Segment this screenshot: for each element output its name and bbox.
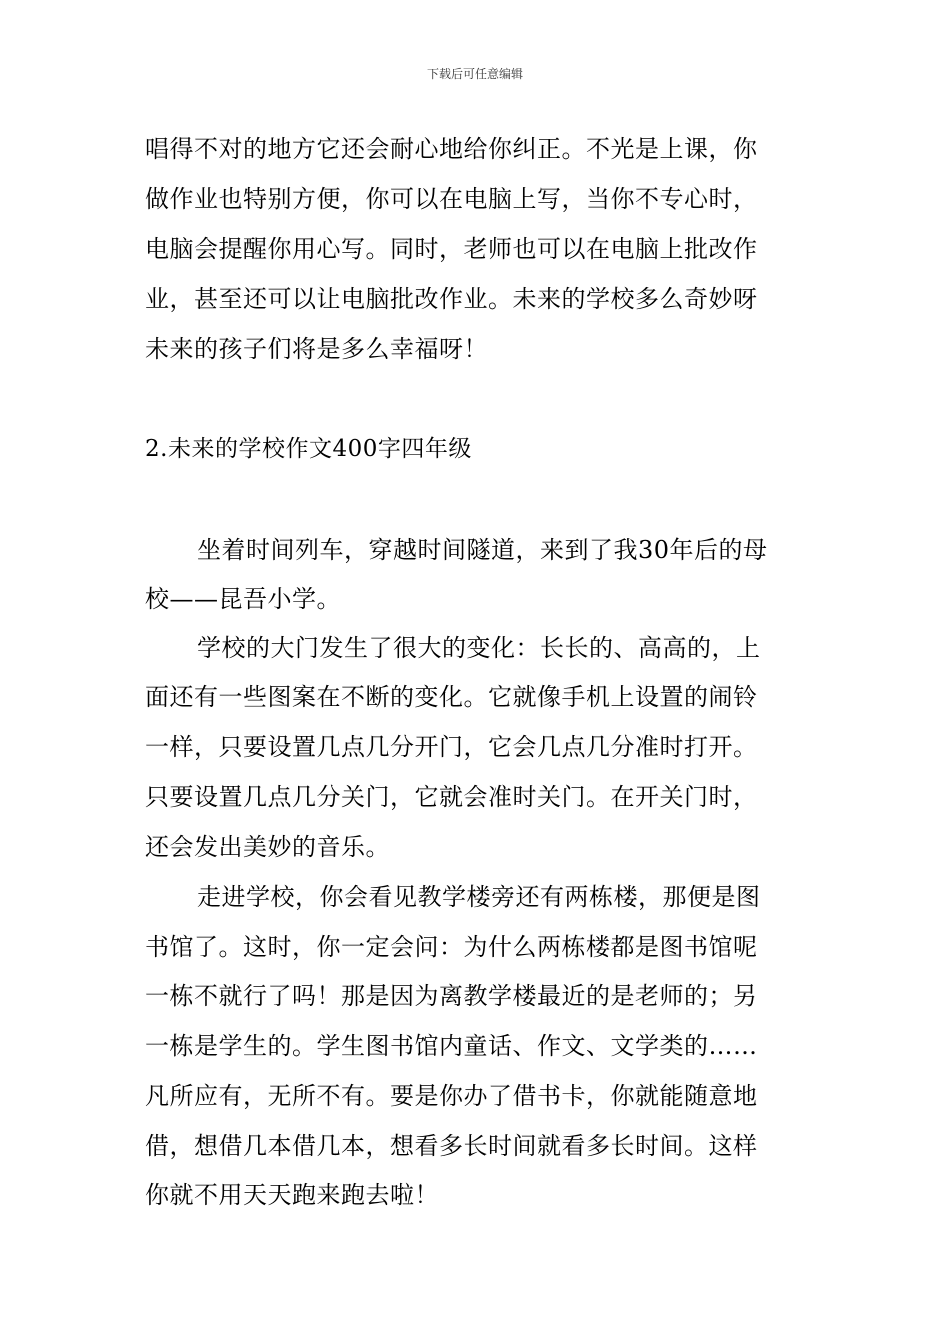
paragraph-line: 唱得不对的地方它还会耐心地给你纠正。不光是上课，你 <box>145 135 758 163</box>
paragraph-line: 你就不用天天跑来跑去啦！ <box>145 1181 439 1209</box>
paragraph-line: 业，甚至还可以让电脑批改作业。未来的学校多么奇妙呀 <box>145 285 758 313</box>
paragraph-line: 学校的大门发生了很大的变化：长长的、高高的，上 <box>197 634 761 662</box>
paragraph-line: 只要设置几点几分关门，它就会准时关门。在开关门时， <box>145 783 758 811</box>
paragraph-line: 一样，只要设置几点几分开门，它会几点几分准时打开。 <box>145 733 758 761</box>
paragraph-line: 未来的孩子们将是多么幸福呀！ <box>145 335 488 363</box>
paragraph-line: 坐着时间列车，穿越时间隧道，来到了我30年后的母 <box>197 536 768 564</box>
paragraph-line: 借，想借几本借几本，想看多长时间就看多长时间。这样 <box>145 1132 758 1160</box>
paragraph-line: 还会发出美妙的音乐。 <box>145 833 390 861</box>
paragraph-line: 书馆了。这时，你一定会问：为什么两栋楼都是图书馆呢 <box>145 933 758 961</box>
paragraph-line: 凡所应有，无所不有。要是你办了借书卡，你就能随意地 <box>145 1082 758 1110</box>
page-header-note: 下载后可任意编辑 <box>426 67 523 81</box>
paragraph-line: 一栋不就行了吗！那是因为离教学楼最近的是老师的；另 <box>145 982 758 1010</box>
paragraph-line: 校——昆吾小学。 <box>145 585 341 613</box>
section-title: 2.未来的学校作文400字四年级 <box>145 436 472 462</box>
paragraph-line: 面还有一些图案在不断的变化。它就像手机上设置的闹铃 <box>145 683 758 711</box>
paragraph-line: 一栋是学生的。学生图书馆内童话、作文、文学类的…… <box>145 1032 758 1060</box>
paragraph-line: 电脑会提醒你用心写。同时，老师也可以在电脑上批改作 <box>145 235 758 263</box>
paragraph-line: 做作业也特别方便，你可以在电脑上写，当你不专心时， <box>145 185 758 213</box>
paragraph-line: 走进学校，你会看见教学楼旁还有两栋楼，那便是图 <box>197 883 761 911</box>
